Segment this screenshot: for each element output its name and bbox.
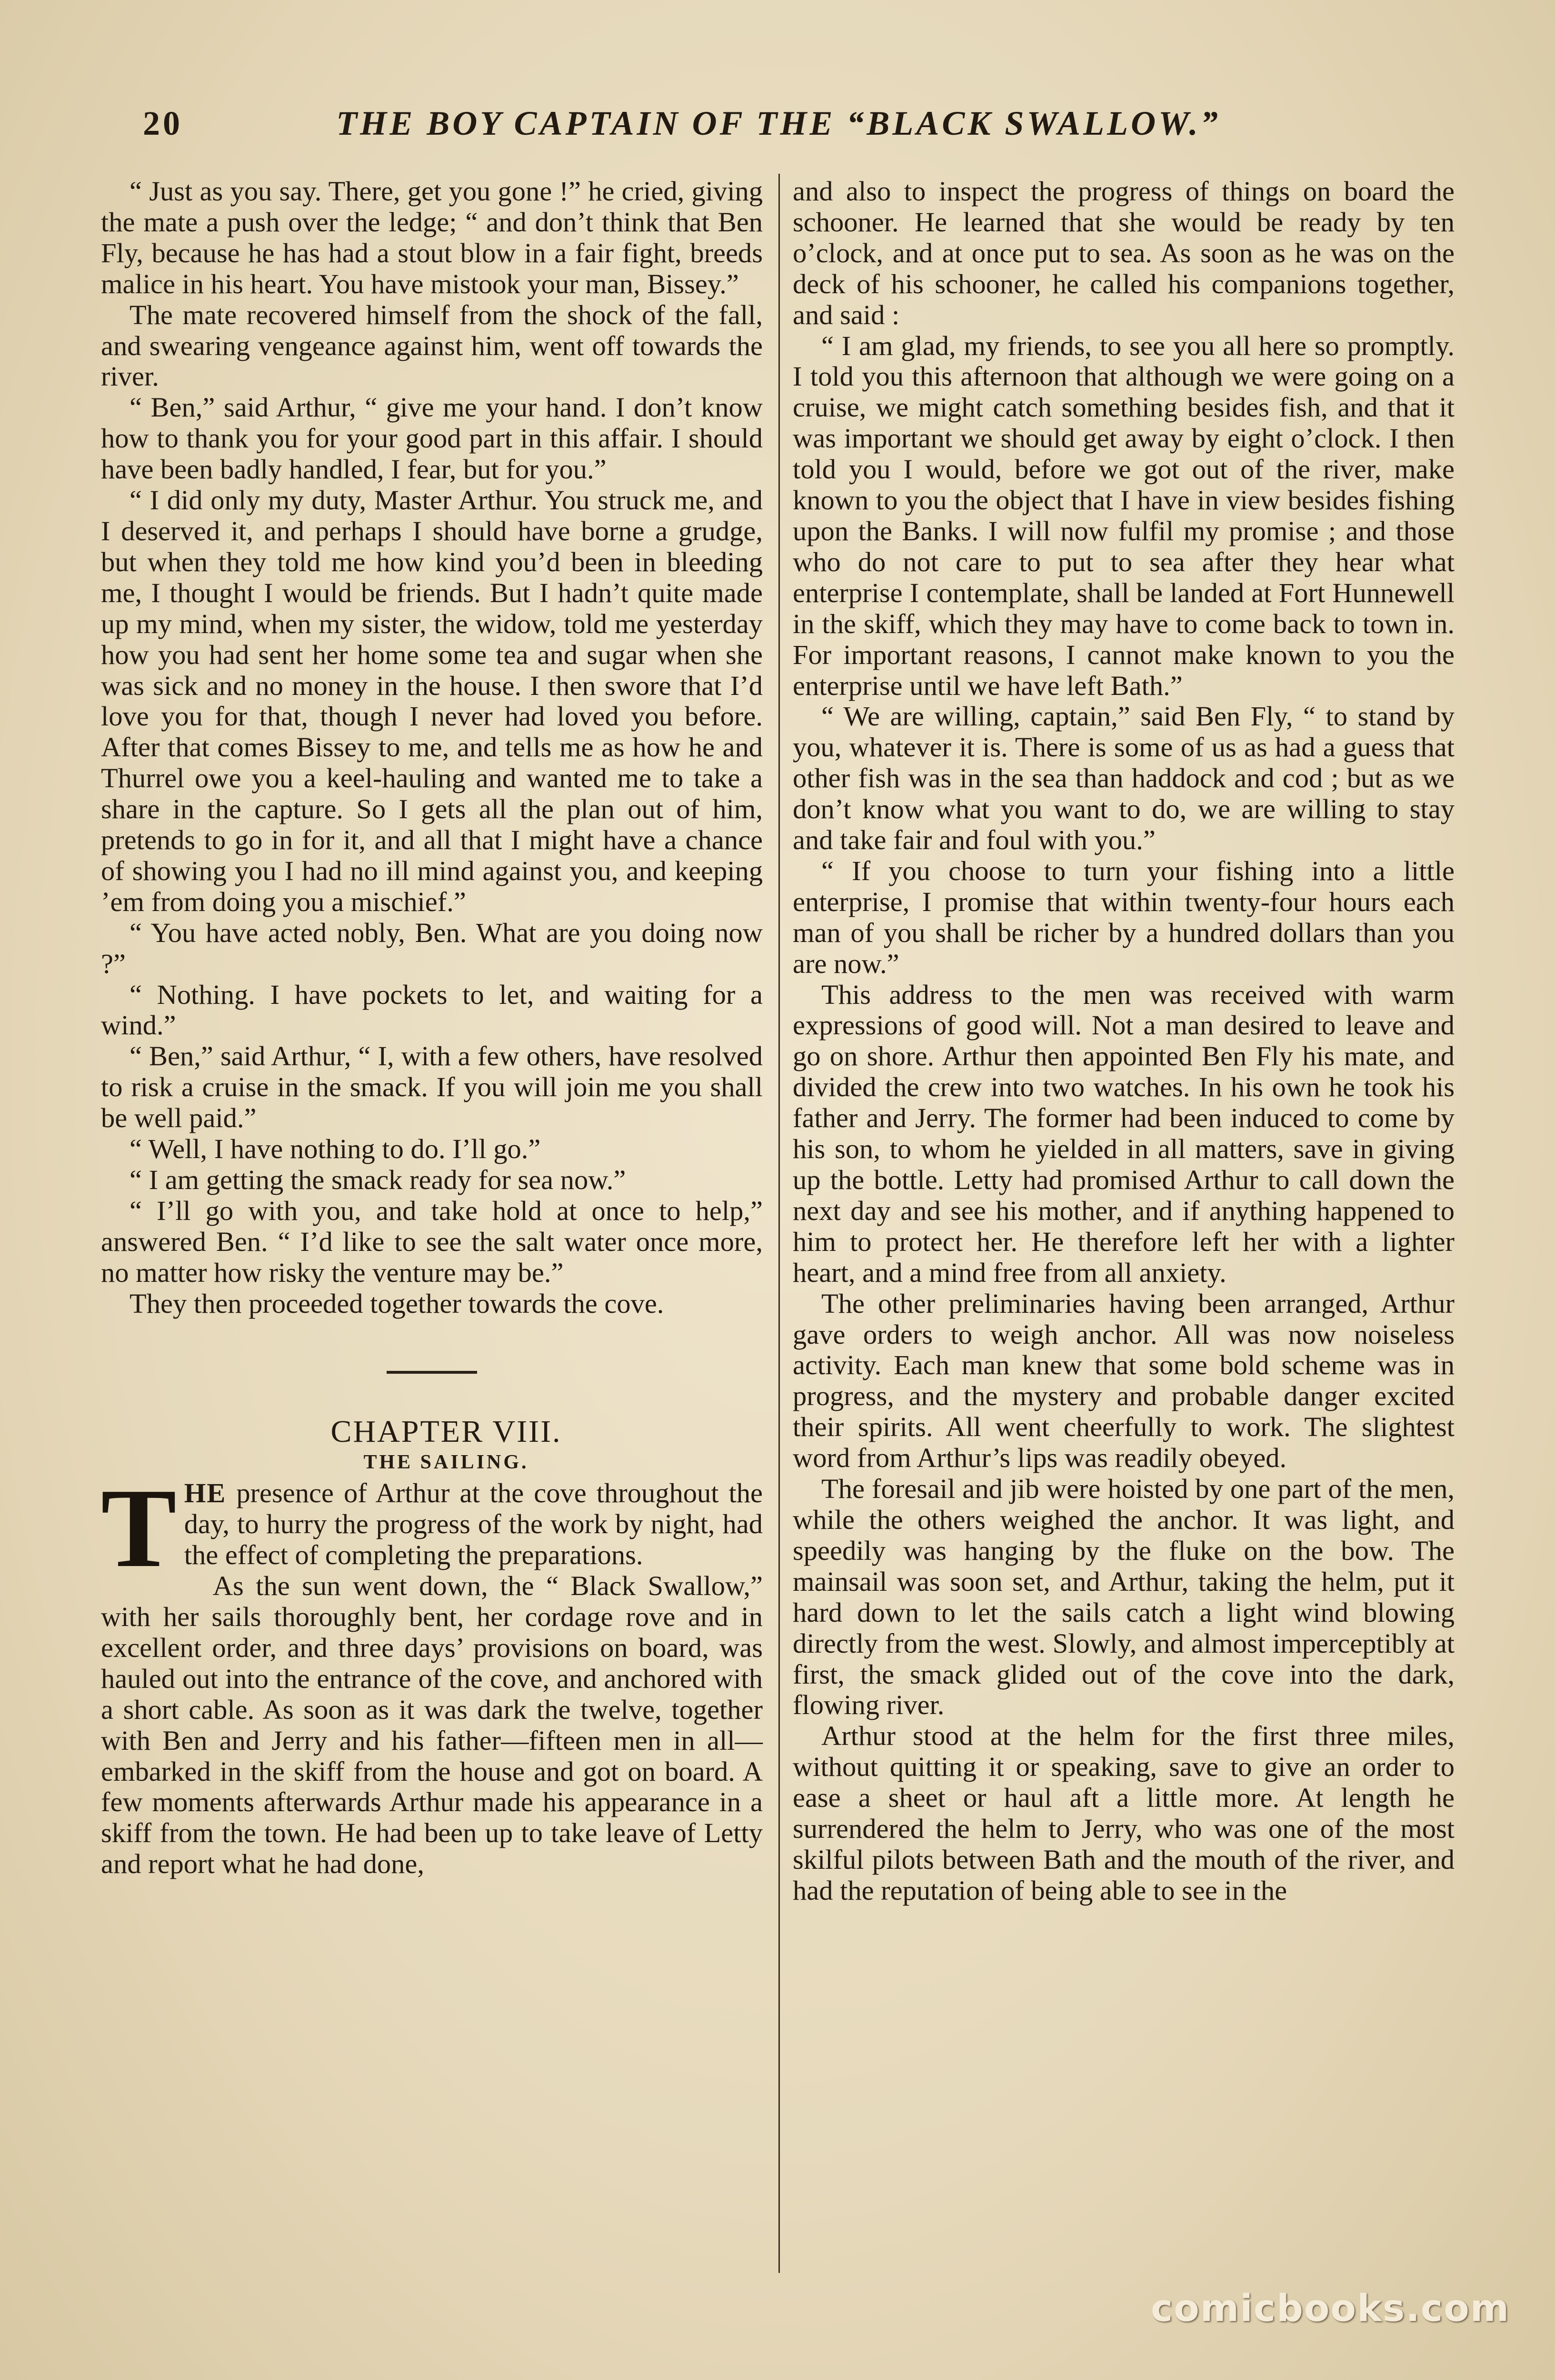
column-divider	[778, 174, 780, 2273]
watermark-text: comicbooks.com	[1150, 2287, 1510, 2330]
chapter-opening-paragraph	[101, 1466, 763, 1591]
paragraph: “ I’ll go with you, and take hold at once to help,” answered Ben. “ I’d like to see the salt water once more, no matter how risky the venture may be.”	[101, 1195, 763, 1288]
section-divider	[387, 1371, 477, 1374]
paragraph: As the sun went down, the “ Black Swallow,” with her sails thoroughly bent, her cordage rove and in excellent order, and three days’ provisions on board, was hauled out into the entrance of the cove, and anchored with a short cable. As soon as it was dark the twelve, together with Ben and Jerry and his father—fifteen men in all—embarked in the skiff from the house and got on board. A few moments afterwards Arthur made his appearance in a skiff from the town. He had been up to take leave of Letty and report what he had done,	[101, 1570, 763, 1880]
paragraph: “ Nothing. I have pockets to let, and waiting for a wind.”	[101, 979, 763, 1041]
page-header	[100, 104, 1457, 156]
paragraph: Arthur stood at the helm for the first three miles, without quitting it or speaking, save to give an order to ease a sheet or haul aft a little more. At length he surrendered the helm to Jerry, who was one of the most skilful pilots between Bath and the mouth of the river, and had the reputation of being able to see in the	[793, 1720, 1455, 1906]
paragraph: The foresail and jib were hoisted by one part of the men, while the others weighed the anchor. It was light, and speedily was hanging by the fluke on the bow. The mainsail was soon set, and Arthur, taking the helm, put it hard down to let the sails catch a light wind blowing directly from the west. Slowly, and almost imperceptibly at first, the smack glided out of the cove into the dark, flowing river.	[793, 1473, 1455, 1721]
paragraph: “ If you choose to turn your fishing into a little enterprise, I promise that within twenty-four hours each man of you shall be richer by a hundred dollars than you are now.”	[793, 855, 1455, 979]
paragraph: “ I am glad, my friends, to see you all here so promptly. I told you this afternoon that although we were going on a cruise, we might catch something besides fish, and that it was important we should get away by eight o’clock. I then told you I would, before we got out of the river, make known to you the object that I have in view besides fishing upon the Banks. I will now fulfil my promise ; and those who do not care to put to sea after they hear what enterprise I contemplate, shall be landed at Fort Hunnewell in the skiff, which they may have to come back to town in. For important reasons, I cannot make known to you the enterprise until we have left Bath.”	[793, 330, 1455, 701]
running-title: THE BOY CAPTAIN OF THE “BLACK SWALLOW.”	[336, 104, 1221, 142]
paragraph: “ Well, I have nothing to do. I’ll go.”	[130, 1133, 541, 1165]
left-column	[101, 176, 763, 1880]
paragraph: “ I am getting the smack ready for sea now.”	[130, 1164, 626, 1195]
paragraph: The mate recovered himself from the shock of the fall, and swearing vengeance against him, went off towards the river.	[101, 299, 763, 392]
paragraph: This address to the men was received with warm expressions of good will. Not a man desired to leave and go on shore. Arthur then appointed Ben Fly his mate, and divided the crew into two watches. In his own he took his father and Jerry. The former had been induced to come by his son, to whom he yielded in all matters, save in giving up the bottle. Letty had promised Arthur to call down the next day and see his mother, and if anything happened to him to protect her. He therefore left her with a lighter heart, and a mind free from all anxiety.	[793, 979, 1455, 1288]
paragraph: The other preliminaries having been arranged, Arthur gave orders to weigh anchor. All was now noiseless activity. Each man knew that some bold scheme was in progress, and the mystery and probable danger excited their spirits. All went cheerfully to work. The slightest word from Arthur’s lips was readily obeyed.	[793, 1288, 1455, 1474]
paragraph: “ You have acted nobly, Ben. What are you doing now ?”	[101, 917, 763, 979]
paragraph: and also to inspect the progress of things on board the schooner. He learned that she would be ready by ten o’clock, and at once put to sea. As soon as he was on the deck of his schooner, he called his companions together, and said :	[793, 176, 1455, 330]
paragraph: “ We are willing, captain,” said Ben Fly, “ to stand by you, whatever it is. There is some of us as had a guess that other fish was in the sea than haddock and cod ; but as we don’t know what you want to do, we are willing to stay and take fair and foul with you.”	[793, 701, 1455, 856]
drop-cap: T	[101, 1466, 177, 1591]
chapter-subtitle: THE SAILING.	[363, 1451, 529, 1474]
paragraph: They then proceeded together towards the cove.	[130, 1288, 664, 1319]
right-column	[793, 176, 1455, 1906]
page-number: 20	[143, 104, 183, 142]
paragraph: “ I did only my duty, Master Arthur. You struck me, and I deserved it, and perhaps I should have borne a grudge, but when they told me how kind you’d been in bleeding me, I thought I would be friends. But I hadn’t quite made up my mind, when my sister, the widow, told me yesterday how you had sent her home some tea and sugar when she was sick and no money in the house. I then swore that I’d love you for that, though I never had loved you before. After that comes Bissey to me, and tells me as how he and Thurrel owe you a keel-hauling and wanted me to take a share in the capture. So I gets all the plan out of him, pretends to go in for it, and all that I might have a chance of showing you I had no ill mind against you, and keeping ’em from doing you a mischief.”	[101, 485, 763, 917]
lead-word: HE	[184, 1478, 227, 1509]
opening-text: presence of Arthur at the cove throughout the day, to hurry the progress of the work by night, had the effect of completing the preparations.	[184, 1478, 763, 1571]
chapter-heading: CHAPTER VIII.	[330, 1414, 562, 1449]
paragraph: “ Ben,” said Arthur, “ give me your hand. I don’t know how to thank you for your good part in this affair. I should have been badly handled, I fear, but for you.”	[101, 392, 763, 485]
paragraph: “ Ben,” said Arthur, “ I, with a few others, have resolved to risk a cruise in the smack. If you will join me you shall be well paid.”	[101, 1041, 763, 1134]
paragraph: “ Just as you say. There, get you gone !” he cried, giving the mate a push over the ledge; “ and don’t think that Ben Fly, because he has had a stout blow in a fair fight, breeds malice in his heart. You have mistook your man, Bissey.”	[101, 176, 763, 299]
